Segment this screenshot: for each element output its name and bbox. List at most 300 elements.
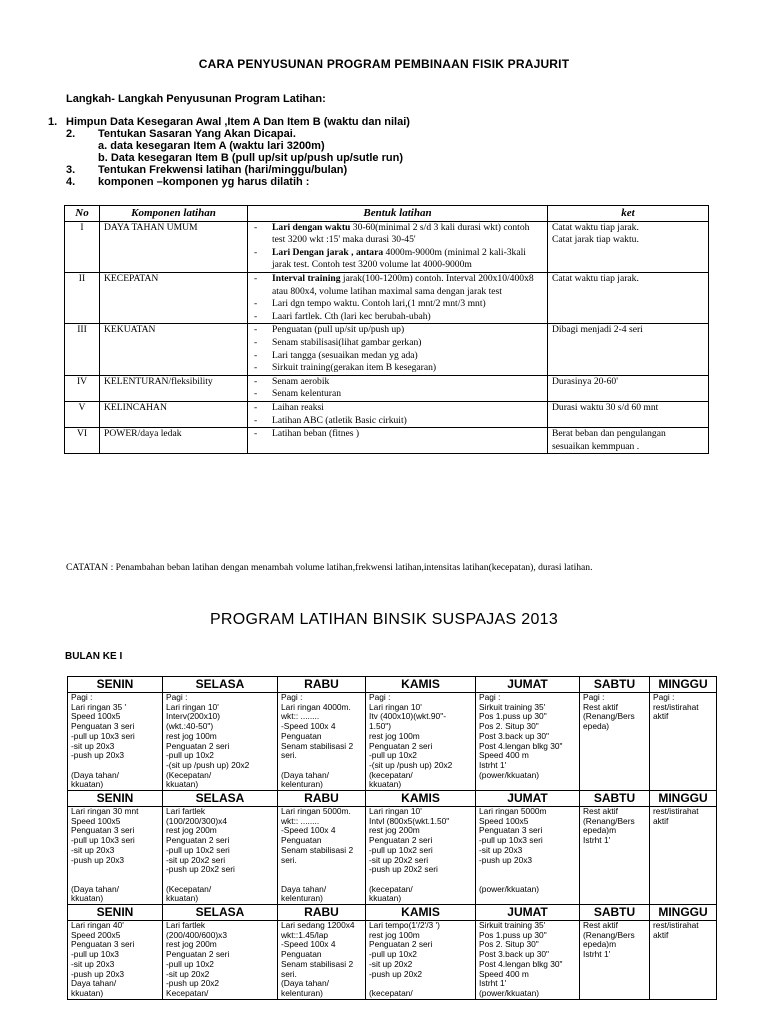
- cell-line: -sit up 20x3: [71, 740, 115, 751]
- step-marker: 3.: [66, 164, 76, 176]
- cell-line: Pagi :: [583, 692, 605, 702]
- cell-line: [479, 865, 576, 875]
- day-header-selasa: SELASA: [163, 791, 278, 807]
- form-item-text: [272, 273, 543, 298]
- cell-line: (power/kkuatan): [479, 987, 540, 998]
- form-item: [252, 247, 543, 272]
- cell-line: -pull up 10x3: [71, 949, 119, 960]
- component-forms: [248, 221, 548, 272]
- cell-line: epeda): [583, 721, 610, 732]
- cell-line: Pagi :: [653, 692, 675, 702]
- component-row: [65, 428, 709, 454]
- form-item: [252, 428, 543, 441]
- cell-line: Intvl (800x5(wkt.1.50": [369, 815, 450, 826]
- cell-line: -sit up 20x2 seri: [369, 854, 429, 865]
- form-item-text: [272, 428, 543, 441]
- cell-line: Itv (400x10)(wkt.90"-: [369, 711, 446, 722]
- component-no: I: [65, 221, 100, 272]
- form-item-desc: Laihan reaksi: [272, 401, 324, 413]
- component-no: V: [65, 401, 100, 427]
- step-text: Tentukan Frekwensi latihan (hari/minggu/bulan): [98, 164, 348, 176]
- step-marker: 4.: [66, 176, 76, 188]
- component-forms: [248, 428, 548, 454]
- step-text: b. Data kesegaran Item B (pull up/sit up/push up/sutle run): [98, 152, 403, 164]
- form-item: [252, 402, 543, 415]
- cell-line: kkuatan): [166, 779, 199, 790]
- cell-line: Penguatan 3 seri: [71, 721, 135, 732]
- cell-line: kkuatan): [71, 987, 104, 998]
- cell-line: Kecepatan/: [166, 987, 209, 998]
- cell-line: rest/istirahat: [653, 920, 699, 931]
- form-item: [252, 388, 543, 401]
- form-item-text: [272, 247, 543, 272]
- cell-line: rest/istirahat: [653, 806, 699, 817]
- ket-line: Berat beban dan pengulangan sesuaikan kemmpuan .: [552, 428, 666, 452]
- cell-line: Lari tempo(1'/2'/3 '): [369, 920, 440, 931]
- cell-line: -push up 20x3: [71, 750, 125, 761]
- cell-line: -Speed 100x 4: [281, 721, 336, 732]
- schedule-table: [67, 676, 717, 1000]
- day-header-jumat: JUMAT: [476, 905, 580, 921]
- cell-line: Penguatan: [281, 949, 322, 960]
- step-marker: 1.: [48, 116, 58, 128]
- component-forms: [248, 401, 548, 427]
- day-header-rabu: RABU: [278, 677, 366, 693]
- component-ket: [548, 375, 709, 401]
- cell-line: -push up 20x2: [166, 978, 220, 989]
- cell-line: wkt::1.45/lap: [281, 929, 329, 940]
- bullet-dash: -: [254, 401, 258, 413]
- form-item-text: [272, 376, 543, 389]
- day-header-jumat: JUMAT: [476, 677, 580, 693]
- component-ket: [548, 428, 709, 454]
- cell-line: Post 3.back up 30": [479, 730, 550, 741]
- cell-line: Interv(200x10): [166, 711, 220, 722]
- steps-heading: Langkah- Langkah Penyusunan Program Latihan:: [66, 93, 326, 105]
- form-item-desc: Senam aerobik: [272, 375, 330, 387]
- schedule-cell: [366, 921, 476, 1000]
- cell-line: (Renang/Bers: [583, 815, 635, 826]
- cell-line: Pagi :: [71, 692, 93, 702]
- cell-line: Lari ringan 40': [71, 920, 124, 931]
- form-item: [252, 415, 543, 428]
- form-item: [252, 350, 543, 363]
- cell-line: (wkt.:40-50"): [166, 721, 214, 732]
- bullet-dash: -: [254, 349, 258, 361]
- cell-line: kkuatan): [71, 893, 104, 904]
- cell-line: Speed 100x5: [479, 815, 529, 826]
- bullet-dash: -: [254, 428, 258, 440]
- ket-line: Catat waktu tiap jarak.: [552, 221, 639, 233]
- cell-line: -push up 20x3: [71, 854, 125, 865]
- cell-line: (power/kkuatan): [479, 769, 540, 780]
- ket-line: Catat waktu tiap jarak.: [552, 272, 639, 284]
- component-name: KELENTURAN/fleksibility: [100, 375, 248, 401]
- component-name: KECEPATAN: [100, 272, 248, 323]
- form-item-desc: Senam kelenturan: [272, 388, 341, 400]
- cell-line: (Daya tahan/: [281, 978, 329, 989]
- cell-line: Lari ringan 5000m: [479, 806, 547, 817]
- bullet-dash: -: [254, 272, 258, 284]
- schedule-cell: [650, 921, 717, 1000]
- cell-line: seri.: [281, 854, 297, 865]
- cell-line: rest jog 100m: [166, 730, 217, 741]
- cell-line: Penguatan: [281, 835, 322, 846]
- cell-line: Post 4.lengan blkg 30": [479, 958, 563, 969]
- bullet-dash: -: [254, 388, 258, 400]
- bullet-dash: -: [254, 298, 258, 310]
- form-item-desc: Latihan beban (fitnes ): [272, 428, 360, 440]
- cell-line: Istrht 1': [583, 949, 611, 960]
- cell-line: Rest aktif: [583, 806, 618, 817]
- form-item-bold: Interval training: [272, 272, 341, 284]
- component-row: [65, 401, 709, 427]
- day-header-row: [68, 905, 717, 921]
- cell-line: -pull up 10x2: [166, 750, 214, 761]
- cell-line: wkt:: ........: [281, 815, 320, 826]
- cell-line: Penguatan 2 seri: [369, 835, 433, 846]
- schedule-cell: [68, 807, 163, 905]
- cell-line: (kecepatan/: [369, 769, 413, 780]
- cell-line: epeda)m: [583, 825, 617, 836]
- header-bentuk: Bentuk latihan: [248, 206, 548, 222]
- cell-line: Istrht 1': [479, 759, 507, 770]
- cell-line: rest jog 200m: [166, 939, 217, 950]
- cell-line: -push up 20x3: [71, 968, 125, 979]
- schedule-cell: [476, 693, 580, 791]
- cell-line: Rest aktif: [583, 920, 618, 931]
- cell-line: Post 4.lengan blkg 30": [479, 740, 563, 751]
- form-item: [252, 311, 543, 324]
- bullet-dash: -: [254, 221, 258, 233]
- cell-line: (power/kkuatan): [479, 883, 540, 894]
- cell-line: epeda)m: [583, 939, 617, 950]
- cell-line: -push up 20x2: [369, 968, 423, 979]
- header-komponen: Komponen latihan: [100, 206, 248, 222]
- cell-line: (Daya tahan/: [71, 883, 119, 894]
- component-row: [65, 221, 709, 272]
- cell-line: Penguatan 3 seri: [71, 825, 135, 836]
- bullet-dash: -: [254, 414, 258, 426]
- cell-line: Rest aktif: [583, 701, 618, 712]
- week-row: [68, 693, 717, 791]
- form-item-desc: jarak(100-1200m) contoh. Interval 200x10/400x8 atau 800x4, volume latihan maximal sama dengan jarak test: [272, 272, 534, 297]
- form-item-text: [272, 324, 543, 337]
- component-no: IV: [65, 375, 100, 401]
- cell-line: (Daya tahan/: [281, 769, 329, 780]
- document-title: CARA PENYUSUNAN PROGRAM PEMBINAAN FISIK PRAJURIT: [198, 57, 570, 71]
- cell-line: rest/istirahat: [653, 701, 699, 712]
- cell-line: [71, 865, 159, 875]
- day-header-sabtu: SABTU: [580, 905, 650, 921]
- day-header-jumat: JUMAT: [476, 791, 580, 807]
- cell-line: Pos 2. Situp 30": [479, 939, 539, 950]
- bullet-dash: -: [254, 375, 258, 387]
- cell-line: aktif: [653, 815, 669, 826]
- form-item-text: [272, 298, 543, 311]
- day-header-kamis: KAMIS: [366, 677, 476, 693]
- bullet-dash: -: [254, 324, 258, 336]
- cell-line: Penguatan 2 seri: [369, 939, 433, 950]
- component-no: VI: [65, 428, 100, 454]
- day-header-sabtu: SABTU: [580, 677, 650, 693]
- bullet-dash: -: [254, 246, 258, 258]
- cell-line: (Daya tahan/: [71, 769, 119, 780]
- form-item: [252, 298, 543, 311]
- cell-line: Penguatan 2 seri: [369, 740, 433, 751]
- day-header-senin: SENIN: [68, 791, 163, 807]
- day-header-selasa: SELASA: [163, 905, 278, 921]
- component-forms: [248, 324, 548, 375]
- cell-line: Penguatan 2 seri: [166, 835, 230, 846]
- component-forms: [248, 272, 548, 323]
- day-header-rabu: RABU: [278, 791, 366, 807]
- cell-line: (200/400/600)x3: [166, 929, 227, 940]
- header-ket: ket: [548, 206, 709, 222]
- day-header-sabtu: SABTU: [580, 791, 650, 807]
- schedule-cell: [278, 921, 366, 1000]
- cell-line: -Speed 100x 4: [281, 825, 336, 836]
- cell-line: Pagi :: [369, 692, 391, 702]
- schedule-cell: [580, 921, 650, 1000]
- cell-line: (Renang/Bers: [583, 711, 635, 722]
- day-header-minggu: MINGGU: [650, 791, 717, 807]
- cell-line: -pull up 10x2 seri: [166, 844, 230, 855]
- day-header-senin: SENIN: [68, 677, 163, 693]
- cell-line: Pos 1.puss up 30": [479, 711, 547, 722]
- form-item-desc: 4000m-9000m (minimal 2 kali-3kali jarak test. Contoh test 3200 volume lat 4000-9000m: [272, 246, 526, 271]
- form-item: [252, 362, 543, 375]
- component-ket: [548, 272, 709, 323]
- day-header-minggu: MINGGU: [650, 677, 717, 693]
- form-item-text: [272, 415, 543, 428]
- cell-line: 1.50"): [369, 721, 392, 732]
- cell-line: -sit up 20x3: [479, 844, 523, 855]
- cell-line: -pull up 10x3 seri: [71, 730, 135, 741]
- form-item-text: [272, 388, 543, 401]
- cell-line: kelenturan): [281, 779, 323, 790]
- form-item-desc: Lari tangga (sesuaikan medan yg ada): [272, 349, 418, 361]
- cell-line: -(sit up /push up) 20x2: [166, 759, 250, 770]
- ket-line: Durasinya 20-60': [552, 375, 618, 387]
- form-item: [252, 222, 543, 247]
- cell-line: Pagi :: [166, 692, 188, 702]
- form-item-bold: Lari dengan waktu: [272, 221, 351, 233]
- cell-line: Speed 200x5: [71, 929, 121, 940]
- cell-line: Lari fartlek: [166, 806, 206, 817]
- cell-line: rest jog 100m: [369, 929, 420, 940]
- component-no: III: [65, 324, 100, 375]
- step-text: a. data kesegaran Item A (waktu lari 3200m): [98, 140, 325, 152]
- form-item-text: [272, 222, 543, 247]
- form-item-desc: 30-60(minimal 2 s/d 3 kali durasi wkt) contoh test 3200 wkt :15' maka durasi 30-45': [272, 221, 530, 246]
- component-row: [65, 324, 709, 375]
- cell-line: (Kecepatan/: [166, 883, 212, 894]
- schedule-cell: [580, 693, 650, 791]
- cell-line: Lari ringan 4000m.: [281, 701, 351, 712]
- ket-line: Catat jarak tiap waktu.: [552, 234, 639, 246]
- schedule-cell: [476, 807, 580, 905]
- cell-line: [281, 865, 362, 875]
- cell-line: Istrht 1': [583, 835, 611, 846]
- cell-line: Speed 100x5: [71, 815, 121, 826]
- cell-line: Lari ringan 10': [369, 701, 422, 712]
- cell-line: Speed 400 m: [479, 968, 529, 979]
- form-item-desc: Lari dgn tempo waktu. Contoh lari,(1 mnt/2 mnt/3 mnt): [272, 298, 486, 310]
- component-table: [64, 205, 709, 454]
- cell-line: -pull up 10x3 seri: [71, 835, 135, 846]
- day-header-row: [68, 791, 717, 807]
- ket-line: Durasi waktu 30 s/d 60 mnt: [552, 401, 659, 413]
- form-item-desc: Sirkuit training(gerakan item B kesegaran): [272, 362, 437, 374]
- component-forms: [248, 375, 548, 401]
- cell-line: rest jog 200m: [369, 825, 420, 836]
- day-header-kamis: KAMIS: [366, 791, 476, 807]
- schedule-cell: [163, 807, 278, 905]
- cell-line: Penguatan 2 seri: [166, 740, 230, 751]
- schedule-cell: [366, 693, 476, 791]
- form-item-desc: Latihan ABC (atletik Basic cirkuit): [272, 414, 407, 426]
- cell-line: Senam stabilisasi 2: [281, 958, 354, 969]
- form-item-desc: Laari fartlek. Cth (lari kec berubah-ubah): [272, 310, 431, 322]
- component-table-header: [65, 206, 709, 222]
- cell-line: Senam stabilisasi 2: [281, 740, 354, 751]
- cell-line: Lari sedang 1200x4: [281, 920, 355, 931]
- step-text: Himpun Data Kesegaran Awal ,Item A Dan Item B (waktu dan nilai): [66, 116, 410, 128]
- cell-line: kelenturan): [281, 893, 323, 904]
- week-row: [68, 807, 717, 905]
- component-ket: [548, 221, 709, 272]
- header-no: No: [65, 206, 100, 222]
- component-name: POWER/daya ledak: [100, 428, 248, 454]
- step-text: Tentukan Sasaran Yang Akan Dicapai.: [98, 128, 296, 140]
- cell-line: Speed 100x5: [71, 711, 121, 722]
- cell-line: kelenturan): [281, 987, 323, 998]
- cell-line: Pos 2. Situp 30": [479, 721, 539, 732]
- form-item: [252, 324, 543, 337]
- bullet-dash: -: [254, 362, 258, 374]
- schedule-cell: [650, 693, 717, 791]
- step-marker: 2.: [66, 128, 76, 140]
- cell-line: (Renang/Bers: [583, 929, 635, 940]
- form-item-text: [272, 362, 543, 375]
- cell-line: Lari ringan 10': [369, 806, 422, 817]
- form-item-text: [272, 402, 543, 415]
- cell-line: Post 3.back up 30": [479, 949, 550, 960]
- day-header-senin: SENIN: [68, 905, 163, 921]
- cell-line: Lari ringan 10': [166, 701, 219, 712]
- cell-line: -push up 20x2 seri: [166, 864, 235, 875]
- cell-line: Penguatan 3 seri: [71, 939, 135, 950]
- cell-line: -sit up 20x3: [71, 844, 115, 855]
- week-row: [68, 921, 717, 1000]
- day-header-row: [68, 677, 717, 693]
- cell-line: kkuatan): [166, 893, 199, 904]
- cell-line: -pull up 10x2 seri: [369, 844, 433, 855]
- cell-line: Lari ringan 35 ': [71, 701, 127, 712]
- day-header-minggu: MINGGU: [650, 905, 717, 921]
- cell-line: (kecepatan/: [369, 987, 413, 998]
- cell-line: Lari fartlek: [166, 920, 206, 931]
- cell-line: seri.: [281, 750, 297, 761]
- cell-line: seri.: [281, 968, 297, 979]
- ket-line: Dibagi menjadi 2-4 seri: [552, 324, 643, 336]
- cell-line: Lari ringan 5000m.: [281, 806, 351, 817]
- cell-line: (Kecepatan/: [166, 769, 212, 780]
- component-ket: [548, 324, 709, 375]
- cell-line: -pull up 10x3 seri: [479, 835, 543, 846]
- catatan-note: CATATAN : Penambahan beban latihan dengan menambah volume latihan,frekwensi latihan,intensitas latihan(kecepatan), durasi latihan.: [66, 562, 593, 573]
- cell-line: Penguatan 2 seri: [166, 949, 230, 960]
- cell-line: Sirkuit training 35': [479, 701, 546, 712]
- schedule-cell: [366, 807, 476, 905]
- cell-line: (100/200/300)x4: [166, 815, 227, 826]
- step-text: komponen –komponen yg harus dilatih :: [98, 176, 310, 188]
- cell-line: aktif: [653, 929, 669, 940]
- cell-line: Speed 400 m: [479, 750, 529, 761]
- schedule-cell: [476, 921, 580, 1000]
- program-title: PROGRAM LATIHAN BINSIK SUSPAJAS 2013: [209, 611, 559, 628]
- schedule-cell: [580, 807, 650, 905]
- cell-line: -sit up 20x3: [71, 958, 115, 969]
- day-header-selasa: SELASA: [163, 677, 278, 693]
- form-item: [252, 337, 543, 350]
- cell-line: Penguatan: [281, 730, 322, 741]
- schedule-cell: [163, 921, 278, 1000]
- component-name: KELINCAHAN: [100, 401, 248, 427]
- form-item: [252, 273, 543, 298]
- cell-line: -push up 20x3: [479, 854, 533, 865]
- bullet-dash: -: [254, 310, 258, 322]
- form-item: [252, 376, 543, 389]
- cell-line: Lari ringan 30 mnt: [71, 806, 139, 817]
- cell-line: kkuatan): [71, 779, 104, 790]
- cell-line: Senam stabilisasi 2: [281, 844, 354, 855]
- cell-line: -push up 20x2 seri: [369, 864, 438, 875]
- component-ket: [548, 401, 709, 427]
- component-name: KEKUATAN: [100, 324, 248, 375]
- schedule-cell: [68, 693, 163, 791]
- day-header-kamis: KAMIS: [366, 905, 476, 921]
- schedule-cell: [68, 921, 163, 1000]
- cell-line: -sit up 20x2: [166, 968, 210, 979]
- cell-line: Pagi :: [479, 692, 501, 702]
- form-item-bold: Lari Dengan jarak , antara: [272, 246, 384, 258]
- cell-line: wkt:: ........: [281, 711, 320, 722]
- cell-line: Penguatan 3 seri: [479, 825, 543, 836]
- cell-line: Sirkuit training 35': [479, 920, 546, 931]
- cell-line: Pagi :: [281, 692, 303, 702]
- cell-line: rest jog 100m: [369, 730, 420, 741]
- cell-line: aktif: [653, 711, 669, 722]
- schedule-cell: [278, 807, 366, 905]
- form-item-text: [272, 311, 543, 324]
- schedule-cell: [650, 807, 717, 905]
- day-header-rabu: RABU: [278, 905, 366, 921]
- bullet-dash: -: [254, 336, 258, 348]
- cell-line: -sit up 20x2 seri: [166, 854, 226, 865]
- cell-line: kkuatan): [369, 779, 402, 790]
- schedule-cell: [163, 693, 278, 791]
- component-no: II: [65, 272, 100, 323]
- cell-line: Daya tahan/: [71, 978, 117, 989]
- cell-line: -pull up 10x2: [369, 949, 417, 960]
- cell-line: -pull up 10x2: [369, 750, 417, 761]
- cell-line: kkuatan): [369, 893, 402, 904]
- cell-line: -(sit up /push up) 20x2: [369, 759, 453, 770]
- component-name: DAYA TAHAN UMUM: [100, 221, 248, 272]
- component-row: [65, 272, 709, 323]
